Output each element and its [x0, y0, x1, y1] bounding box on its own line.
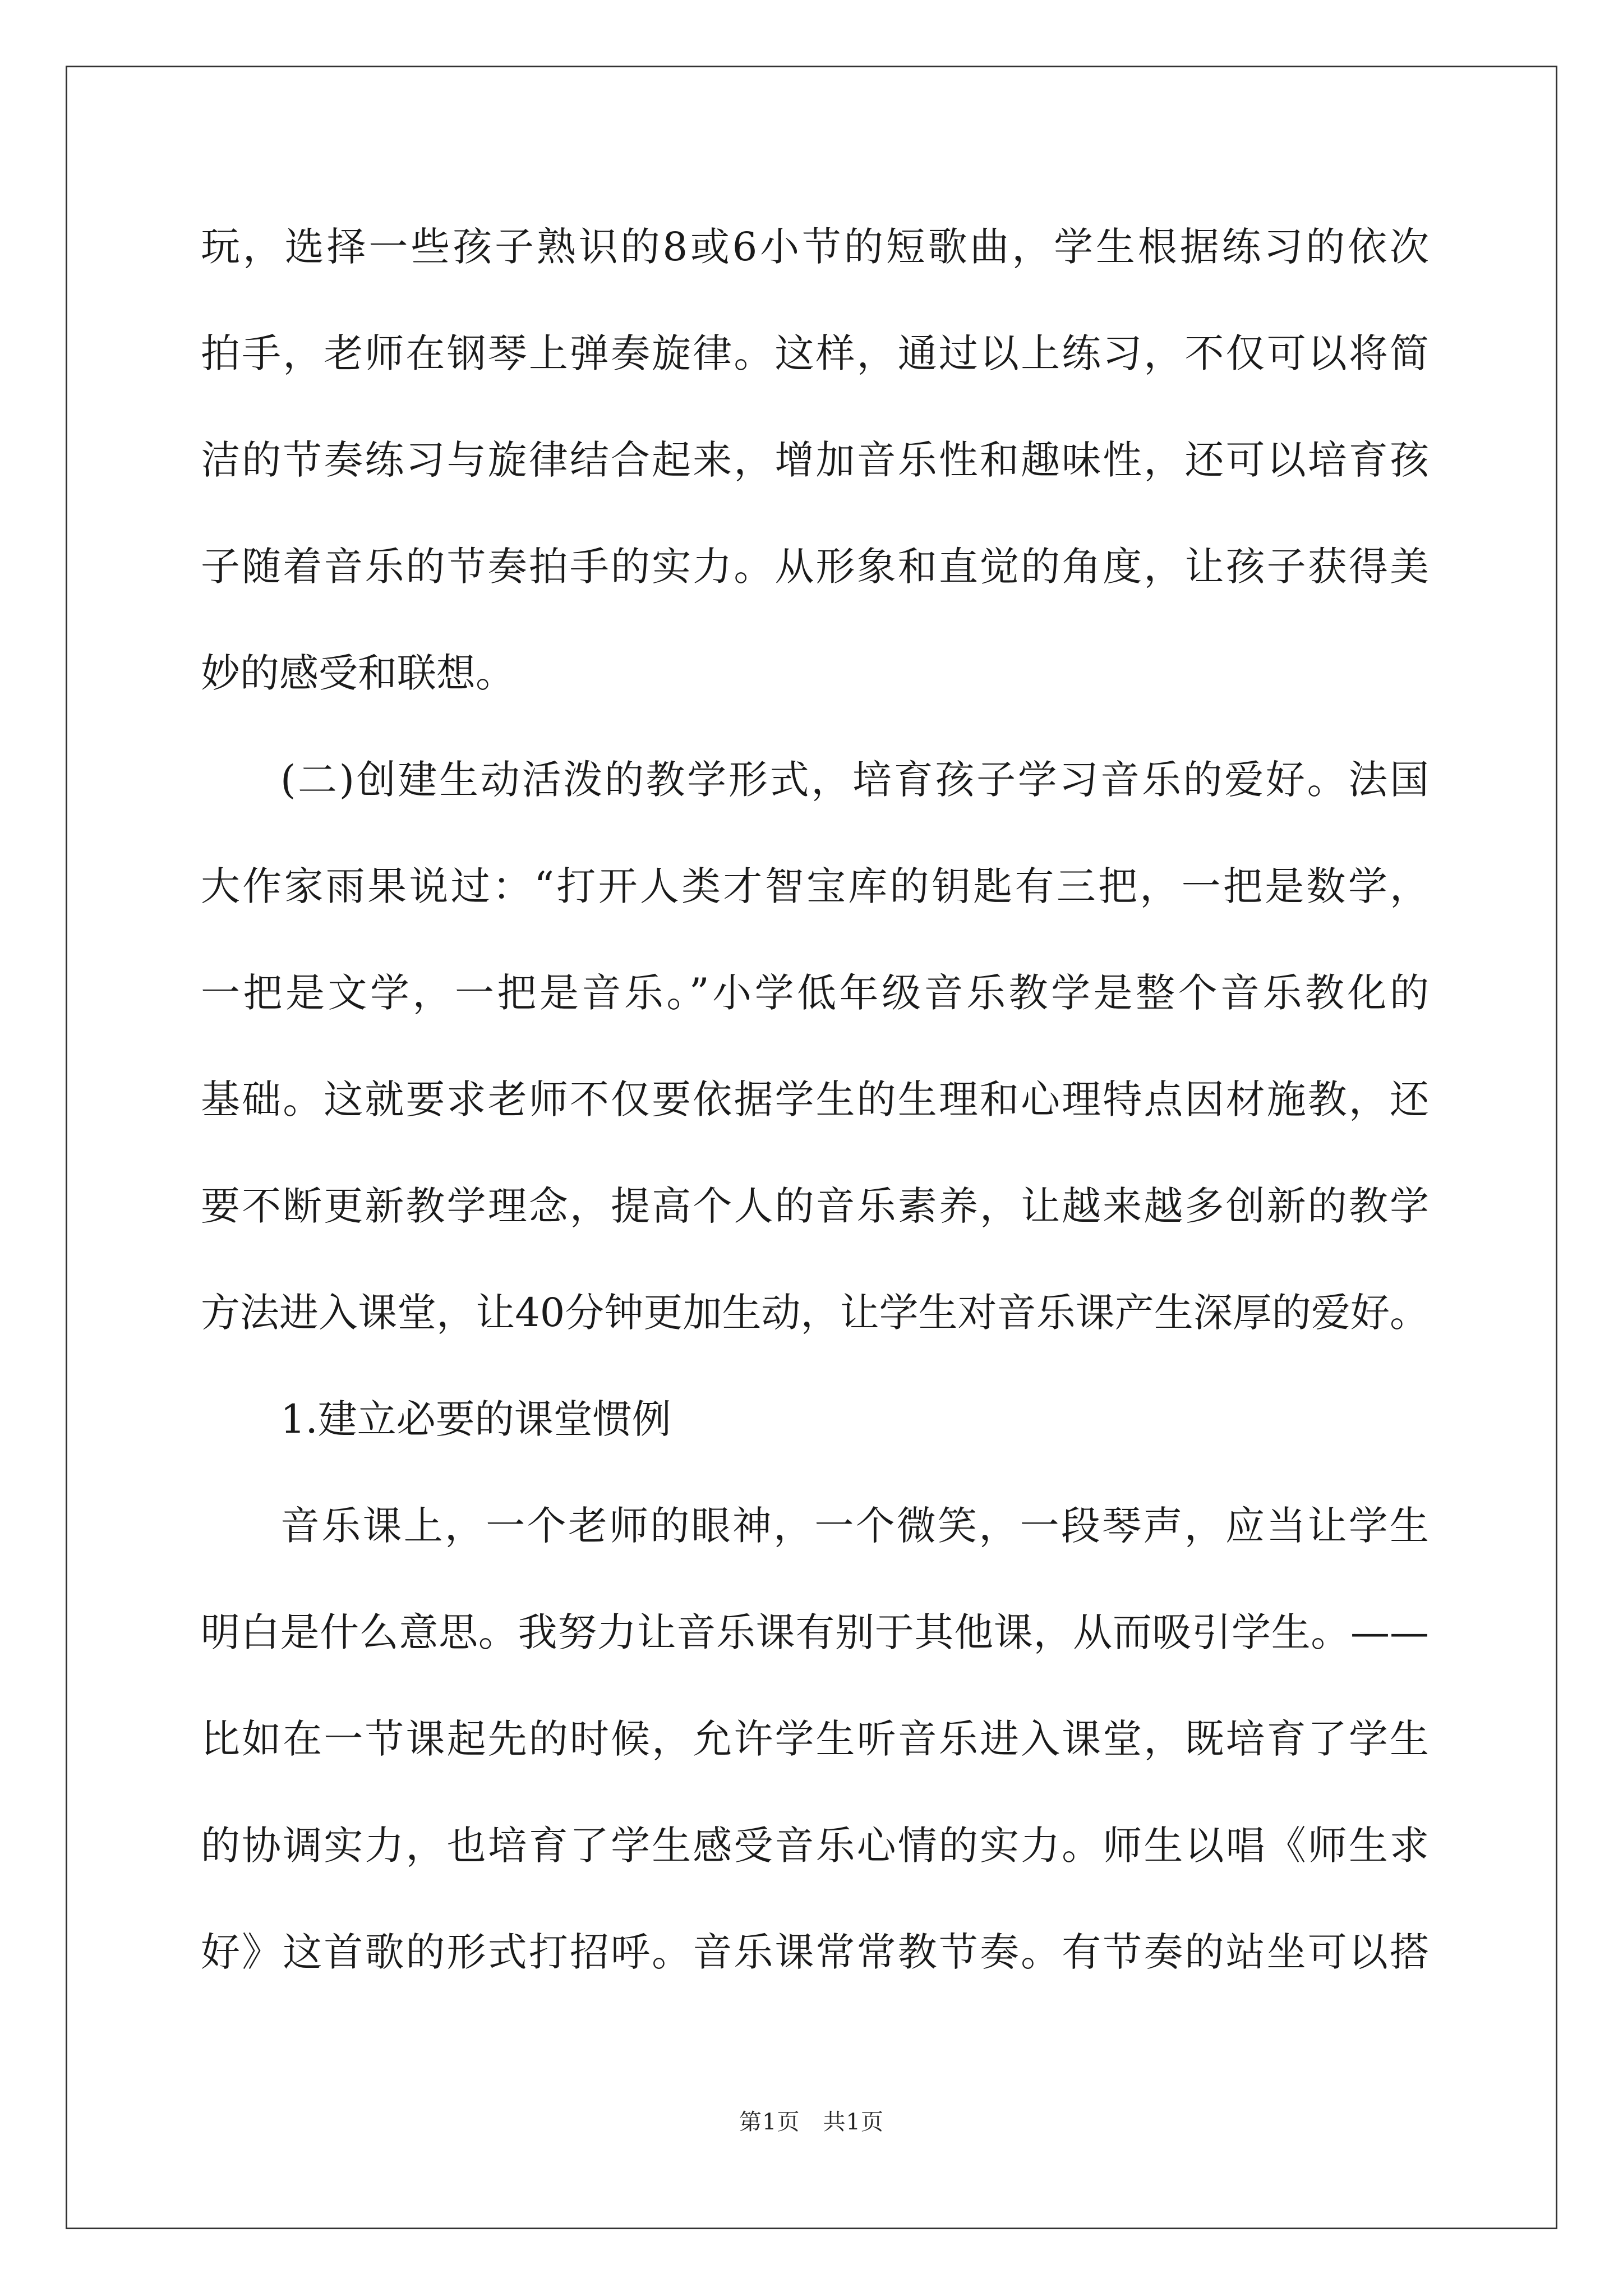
text-line: 比如在一节课起先的时候，允许学生听音乐进入课堂，既培育了学生: [201, 1716, 1429, 1762]
text-line: 拍手，老师在钢琴上弹奏旋律。这样，通过以上练习，不仅可以将简: [201, 330, 1429, 376]
text-line: 明白是什么意思。我努力让音乐课有别于其他课，从而吸引学生。——: [201, 1609, 1429, 1655]
text-line: 妙的感受和联想。: [201, 650, 515, 696]
section-heading-line: (二)创建生动活泼的教学形式，培育孩子学习音乐的爱好。法国: [280, 757, 1429, 803]
text-line: 洁的节奏练习与旋律结合起来，增加音乐性和趣味性，还可以培育孩: [201, 437, 1429, 483]
text-line: 基础。这就要求老师不仅要依据学生的生理和心理特点因材施教，还: [201, 1076, 1429, 1122]
text-line: 好》这首歌的形式打招呼。音乐课常常教节奏。有节奏的站坐可以搭: [201, 1929, 1429, 1975]
document-body: [201, 216, 1429, 2028]
text-line: 子随着音乐的节奏拍手的实力。从形象和直觉的角度，让孩子获得美: [201, 544, 1429, 590]
text-line: 的协调实力，也培育了学生感受音乐心情的实力。师生以唱《师生求: [201, 1823, 1429, 1869]
text-line: 玩，选择一些孩子熟识的8或6小节的短歌曲，学生根据练习的依次: [201, 224, 1429, 270]
text-line: 方法进入课堂，让40分钟更加生动，让学生对音乐课产生深厚的爱好。: [201, 1290, 1429, 1336]
subheading: 1.建立必要的课堂惯例: [280, 1396, 671, 1442]
text-line: 要不断更新教学理念，提高个人的音乐素养，让越来越多创新的教学: [201, 1183, 1429, 1229]
text-line: 一把是文学，一把是音乐。”小学低年级音乐教学是整个音乐教化的: [201, 970, 1429, 1016]
text-line: 大作家雨果说过：“打开人类才智宝库的钥匙有三把，一把是数学，: [201, 863, 1429, 909]
page-number-footer: 第1页 共1页: [739, 2109, 884, 2135]
text-line: 音乐课上，一个老师的眼神，一个微笑，一段琴声，应当让学生: [280, 1503, 1429, 1549]
